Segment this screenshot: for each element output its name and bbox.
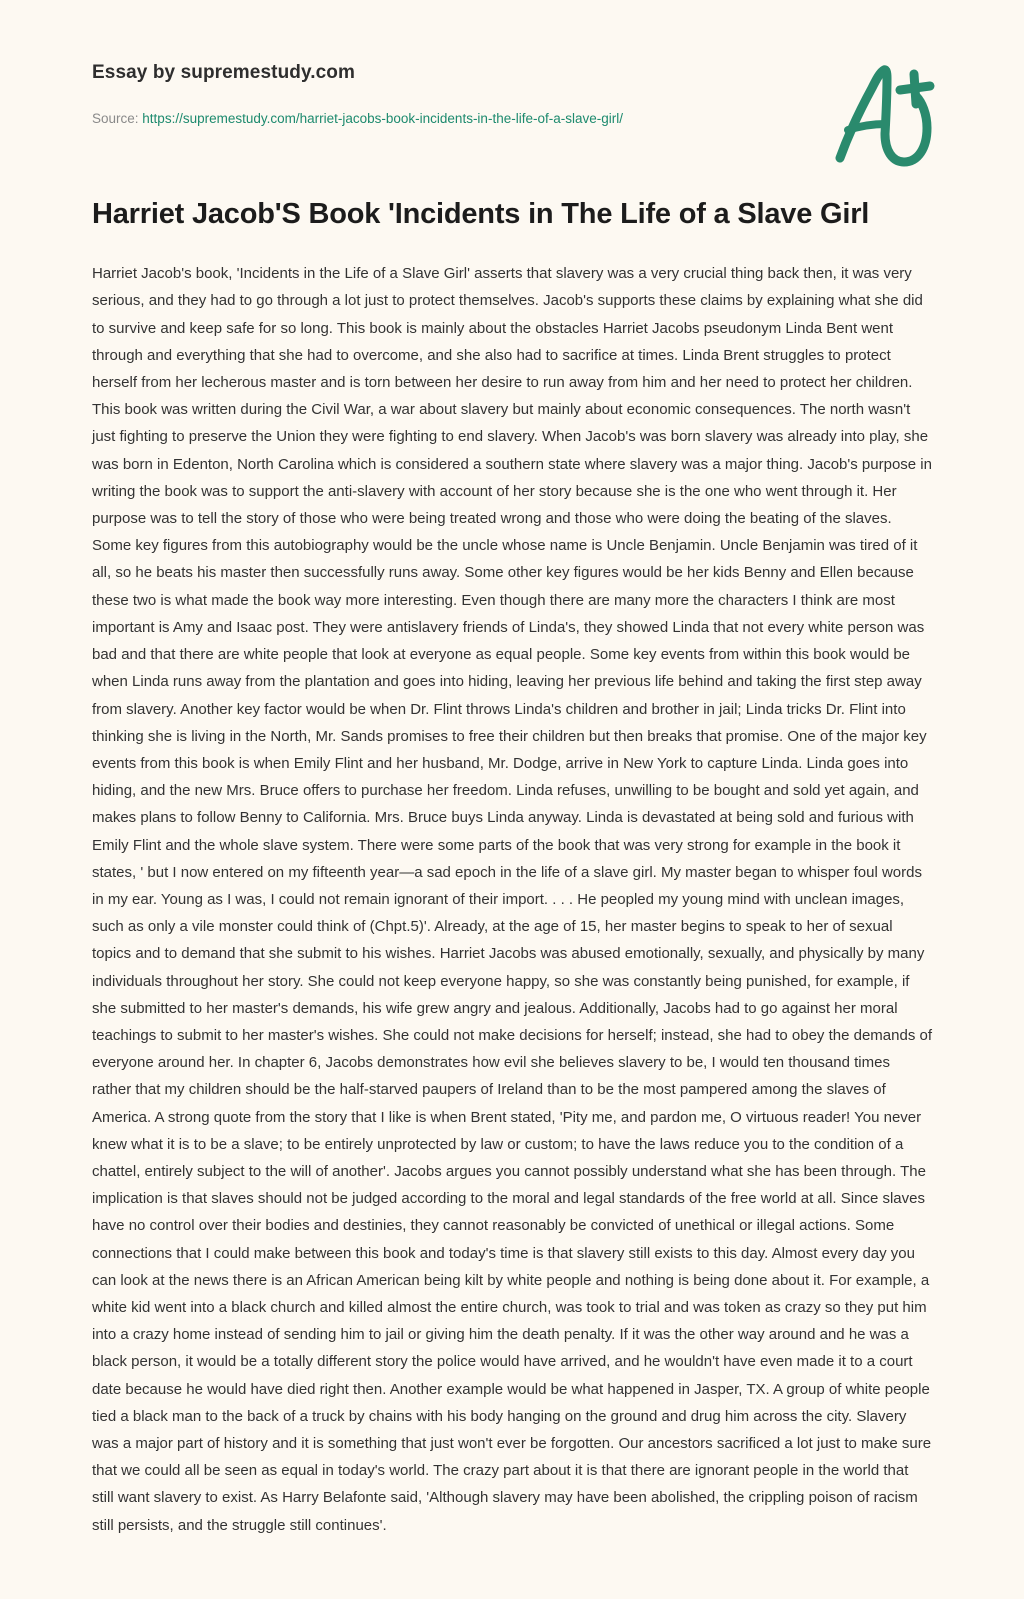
header-left <box>92 62 932 127</box>
page-header <box>0 0 1024 196</box>
article-paragraph: Harriet Jacob's book, 'Incidents in the Life of a Slave Girl' asserts that slavery was a very crucial thing back then, it was very serious, and they had to go through a lot just to protect themselves. Jacob's supports these claims by explaining what she did to survive and keep safe for so long. This book is mainly about the obstacles Harriet Jacobs pseudonym Linda Bent went through and everything that she had to overcome, and she also had to sacrifice at times. Linda Brent struggles to protect herself from her lecherous master and is torn between her desire to run away from him and her need to protect her children. This book was written during the Civil War, a war about slavery but mainly about economic consequences. The north wasn't just fighting to preserve the Union they were fighting to end slavery. When Jacob's was born slavery was already into play, she was born in Edenton, North Carolina which is considered a southern state where slavery was a major thing. Jacob's purpose in writing the book was to support the anti-slavery with account of her story because she is the one who went through it. Her purpose was to tell the story of those who were being treated wrong and those who were doing the beating of the slaves. Some key figures from this autobiography would be the uncle whose name is Uncle Benjamin. Uncle Benjamin was tired of it all, so he beats his master then successfully runs away. Some other key figures would be her kids Benny and Ellen because these two is what made the book way more interesting. Even though there are many more the characters I think are most important is Amy and Isaac post. They were antislavery friends of Linda's, they showed Linda that not every white person was bad and that there are white people that look at everyone as equal people. Some key events from within this book would be when Linda runs away from the plantation and goes into hiding, leaving her previous life behind and taking the first step away from slavery. Another key factor would be when Dr. Flint throws Linda's children and brother in jail; Linda tricks Dr. Flint into thinking she is living in the North, Mr. Sands promises to free their children but then breaks that promise. One of the major key events from this book is when Emily Flint and her husband, Mr. Dodge, arrive in New York to capture Linda. Linda goes into hiding, and the new Mrs. Bruce offers to purchase her freedom. Linda refuses, unwilling to be bought and sold yet again, and makes plans to follow Benny to California. Mrs. Bruce buys Linda anyway. Linda is devastated at being sold and furious with Emily Flint and the whole slave system. There were some parts of the book that was very strong for example in the book it states, ' but I now entered on my fifteenth year—a sad epoch in the life of a slave girl. My master began to whisper foul words in my ear. Young as I was, I could not remain ignorant of their import. . . . He peopled my young mind with unclean images, such as only a vile monster could think of (Chpt.5)'. Already, at the age of 15, her master begins to speak to her of sexual topics and to demand that she submit to his wishes. Harriet Jacobs was abused emotionally, sexually, and physically by many individuals throughout her story. She could not keep everyone happy, so she was constantly being punished, for example, if she submitted to her master's demands, his wife grew angry and jealous. Additionally, Jacobs had to go against her moral teachings to submit to her master's wishes. She could not make decisions for herself; instead, she had to obey the demands of everyone around her. In chapter 6, Jacobs demonstrates how evil she believes slavery to be, I would ten thousand times rather that my children should be the half-starved paupers of Ireland than to be the most pampered among the slaves of America. A strong quote from the story that I like is when Brent stated, 'Pity me, and pardon me, O virtuous reader! You never knew what it is to be a slave; to be entirely unprotected by law or custom; to have the laws reduce you to the condition of a chattel, entirely subject to the will of another'. Jacobs argues you cannot possibly understand what she has been through. The implication is that slaves should not be judged according to the moral and legal standards of the free world at all. Since slaves have no control over their bodies and destinies, they cannot reasonably be convicted of unethical or illegal actions. Some connections that I could make between this book and today's time is that slavery still exists to this day. Almost every day you can look at the news there is an African American being kilt by white people and nothing is being done about it. For example, a white kid went into a black church and killed almost the entire church, was took to trial and was token as crazy so they put him into a crazy home instead of sending him to jail or giving him the death penalty. If it was the other way around and he was a black person, it would be a totally different story the police would have arrived, and he wouldn't have even made it to a court date because he would have died right then. Another example would be what happened in Jasper, TX. A group of white people tied a black man to the back of a truck by chains with his body hanging on the ground and drug him across the city. Slavery was a major part of history and it is something that just won't ever be forgotten. Our ancestors sacrificed a lot just to make sure that we could all be seen as equal in today's world. The crazy part about it is that there are ignorant people in the world that still want slavery to exist. As Harry Belafonte said, 'Although slavery may have been abolished, the crippling poison of racism still persists, and the struggle still continues'. <box>92 265 932 1534</box>
source-line <box>92 110 932 128</box>
a-plus-logo-icon <box>826 58 946 168</box>
essay-byline: Essay by supremestudy.com <box>92 62 355 83</box>
source-label: Source: <box>92 110 139 126</box>
article <box>0 196 1024 1599</box>
article-body <box>92 260 932 1539</box>
source-url-link[interactable]: https://supremestudy.com/harriet-jacobs-book-incidents-in-the-life-of-a-slave-girl/ <box>142 110 623 126</box>
page-title: Harriet Jacob'S Book 'Incidents in The Life of a Slave Girl <box>92 198 870 230</box>
